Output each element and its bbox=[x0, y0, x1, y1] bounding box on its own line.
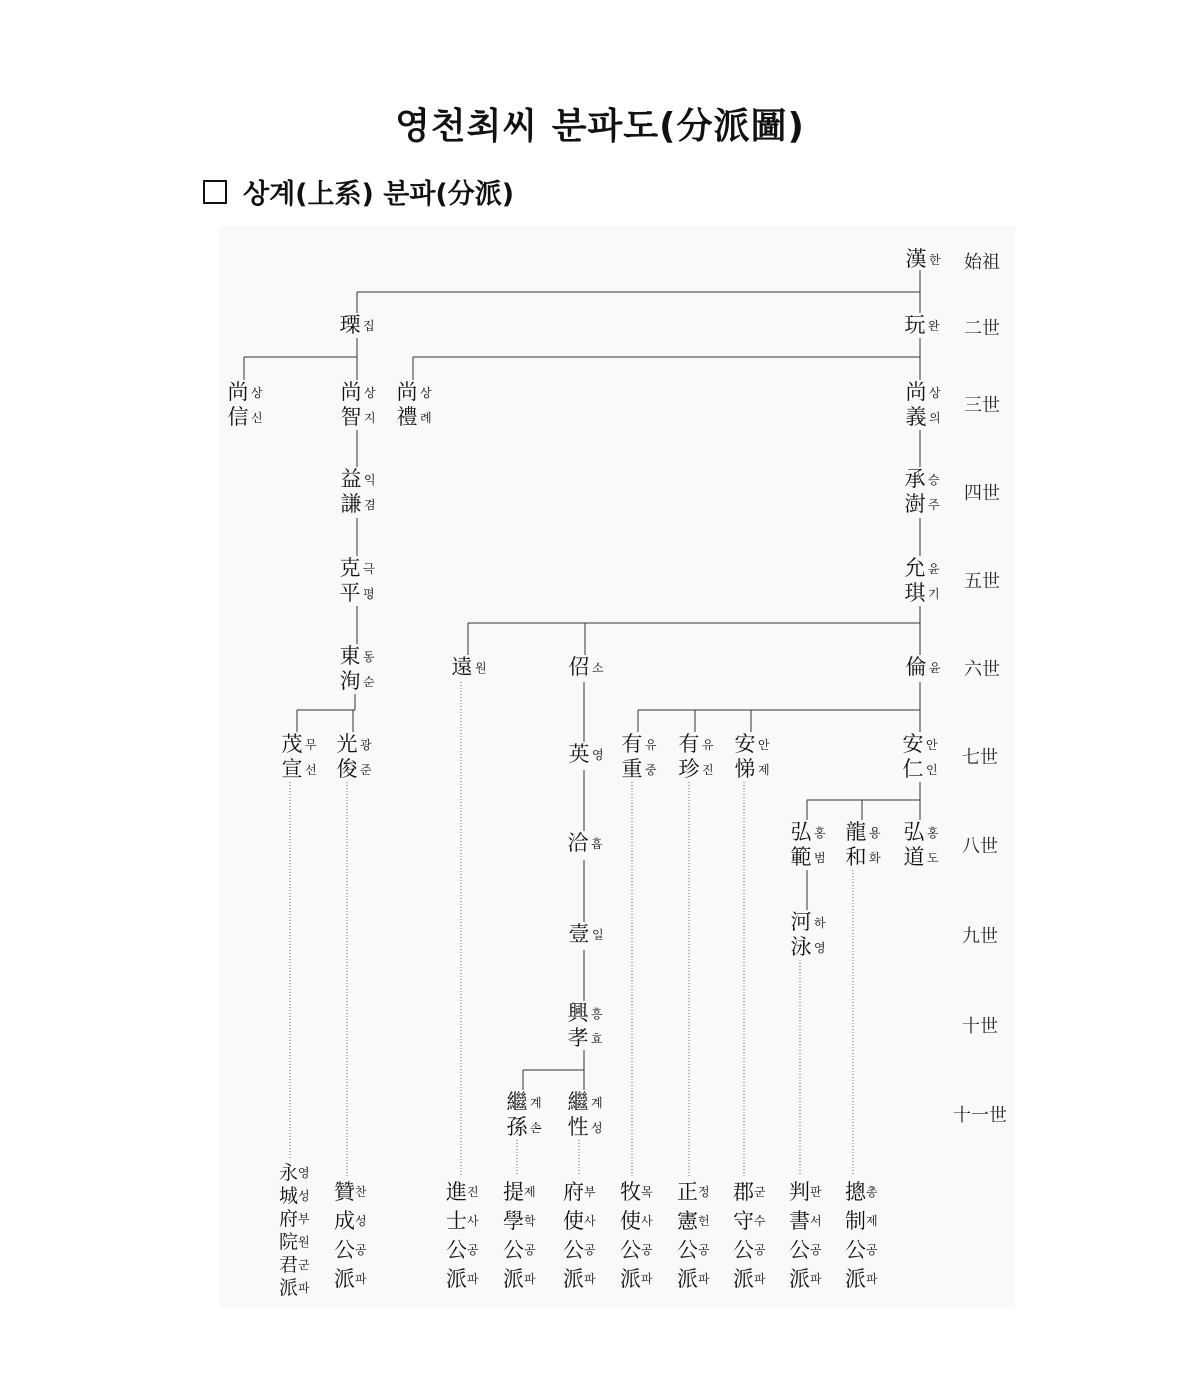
person-hangul: 상 bbox=[929, 385, 941, 400]
person-hanja: 俊 bbox=[336, 757, 358, 781]
branch-hangul: 제 bbox=[866, 1214, 878, 1228]
branch-hangul: 헌 bbox=[698, 1214, 710, 1228]
person-hangul: 극 bbox=[363, 561, 375, 576]
branch-hangul: 공 bbox=[866, 1243, 878, 1257]
branch-hanja: 提 bbox=[503, 1180, 524, 1204]
person-hangul: 준 bbox=[360, 762, 372, 777]
generation-label: 七世 bbox=[962, 747, 998, 768]
person-node-hongbeom bbox=[789, 820, 826, 870]
person-hangul: 효 bbox=[591, 1031, 603, 1046]
person-node-heup bbox=[566, 831, 603, 856]
person-hangul: 범 bbox=[814, 850, 826, 865]
person-hangul: 신 bbox=[251, 410, 263, 425]
person-hangul: 계 bbox=[530, 1095, 542, 1110]
person-node-sangji bbox=[339, 380, 376, 430]
person-node-ikgyeom bbox=[339, 467, 376, 517]
family-tree-chart bbox=[219, 226, 1015, 1308]
person-node-gwangjun bbox=[335, 732, 372, 782]
person-node-jip bbox=[338, 313, 375, 338]
branch-hanja: 判 bbox=[789, 1180, 810, 1204]
branch-hanja: 派 bbox=[845, 1267, 866, 1291]
branch-hangul: 공 bbox=[810, 1243, 822, 1257]
person-hanja: 倫 bbox=[905, 655, 927, 679]
person-hanja: 安 bbox=[902, 732, 924, 756]
branch-hangul: 찬 bbox=[355, 1185, 367, 1199]
person-hanja: 性 bbox=[567, 1115, 589, 1139]
generation-label: 六世 bbox=[964, 659, 1000, 680]
generation-label: 十世 bbox=[962, 1016, 998, 1037]
person-hangul: 집 bbox=[363, 318, 375, 333]
person-hanja: 尚 bbox=[396, 380, 418, 404]
branch-hangul: 부 bbox=[584, 1185, 596, 1199]
branch-hanja: 派 bbox=[563, 1267, 584, 1291]
branch-label-jehak bbox=[503, 1178, 536, 1294]
person-hangul: 안 bbox=[758, 737, 770, 752]
branch-hanja: 公 bbox=[620, 1238, 641, 1262]
person-node-sangui bbox=[904, 380, 941, 430]
person-node-geukpyeong bbox=[338, 556, 375, 606]
branch-hangul: 제 bbox=[524, 1185, 536, 1199]
person-node-dongsun bbox=[338, 644, 375, 694]
branch-hanja: 憲 bbox=[677, 1209, 698, 1233]
person-hangul: 소 bbox=[592, 660, 604, 675]
person-hangul: 윤 bbox=[929, 660, 941, 675]
branch-hanja: 郡 bbox=[733, 1180, 754, 1204]
person-hanja: 東 bbox=[339, 644, 361, 668]
branch-hangul: 서 bbox=[810, 1214, 822, 1228]
branch-hanja: 書 bbox=[789, 1209, 810, 1233]
person-hangul: 승 bbox=[928, 472, 940, 487]
branch-label-panseo bbox=[789, 1178, 822, 1294]
branch-hangul: 파 bbox=[698, 1272, 710, 1286]
person-hanja: 謙 bbox=[340, 492, 362, 516]
person-hanja: 洵 bbox=[339, 669, 361, 693]
person-node-yujin bbox=[677, 732, 714, 782]
person-hangul: 안 bbox=[926, 737, 938, 752]
person-node-museon bbox=[280, 732, 317, 782]
generation-label: 三世 bbox=[964, 395, 1000, 416]
section-heading-text: 상계(上系) 분파(分派) bbox=[243, 179, 515, 210]
person-hanja: 孝 bbox=[567, 1026, 589, 1050]
person-node-gyeseong bbox=[566, 1090, 603, 1140]
branch-hangul: 파 bbox=[298, 1281, 310, 1295]
branch-hangul: 진 bbox=[467, 1185, 479, 1199]
branch-hangul: 사 bbox=[467, 1214, 479, 1228]
generation-label: 五世 bbox=[964, 571, 1000, 592]
person-node-sangrye bbox=[395, 380, 432, 430]
person-hanja: 有 bbox=[621, 732, 643, 756]
person-hangul: 선 bbox=[305, 762, 317, 777]
branch-hangul: 파 bbox=[866, 1272, 878, 1286]
person-hangul: 손 bbox=[530, 1120, 542, 1135]
person-hanja: 仁 bbox=[902, 757, 924, 781]
person-node-hayeong bbox=[789, 910, 826, 960]
branch-hanja: 守 bbox=[733, 1209, 754, 1233]
branch-hanja: 君 bbox=[279, 1254, 299, 1276]
branch-hanja: 公 bbox=[446, 1238, 467, 1262]
person-hangul: 기 bbox=[928, 586, 940, 601]
branch-hanja: 摠 bbox=[845, 1180, 866, 1204]
person-hangul: 일 bbox=[592, 927, 604, 942]
branch-hanja: 使 bbox=[563, 1209, 584, 1233]
branch-hanja: 牧 bbox=[620, 1180, 641, 1204]
person-hangul: 제 bbox=[758, 762, 770, 777]
person-node-won bbox=[450, 655, 487, 680]
person-hanja: 義 bbox=[905, 405, 927, 429]
person-node-so bbox=[567, 655, 604, 680]
branch-hangul: 파 bbox=[810, 1272, 822, 1286]
person-hangul: 흥 bbox=[591, 1006, 603, 1021]
person-hanja: 道 bbox=[903, 845, 925, 869]
person-hanja: 琪 bbox=[904, 581, 926, 605]
person-hangul: 겸 bbox=[364, 497, 376, 512]
person-hangul: 계 bbox=[591, 1095, 603, 1110]
person-hanja: 澍 bbox=[904, 492, 926, 516]
person-hangul: 용 bbox=[869, 825, 881, 840]
branch-hangul: 공 bbox=[754, 1243, 766, 1257]
person-node-yun bbox=[904, 655, 941, 680]
branch-hangul: 성 bbox=[355, 1214, 367, 1228]
person-hangul: 홍 bbox=[927, 825, 939, 840]
branch-hangul: 부 bbox=[298, 1212, 310, 1226]
person-hangul: 상 bbox=[364, 385, 376, 400]
person-hangul: 하 bbox=[814, 915, 826, 930]
branch-hanja: 公 bbox=[677, 1238, 698, 1262]
checkbox-square-icon bbox=[203, 180, 227, 204]
person-hanja: 安 bbox=[734, 732, 756, 756]
branch-label-yeongseong bbox=[279, 1162, 310, 1300]
branch-label-gunsu bbox=[733, 1178, 766, 1294]
person-node-yeong bbox=[567, 742, 604, 767]
generation-label: 四世 bbox=[964, 483, 1000, 504]
branch-hangul: 영 bbox=[298, 1166, 310, 1180]
branch-hangul: 사 bbox=[584, 1214, 596, 1228]
person-hangul: 인 bbox=[926, 762, 938, 777]
person-hanja: 繼 bbox=[567, 1090, 589, 1114]
person-hangul: 상 bbox=[251, 385, 263, 400]
branch-hanja: 公 bbox=[334, 1238, 355, 1262]
person-hanja: 尚 bbox=[905, 380, 927, 404]
branch-hanja: 派 bbox=[503, 1267, 524, 1291]
person-hanja: 允 bbox=[904, 556, 926, 580]
person-hangul: 의 bbox=[929, 410, 941, 425]
branch-hanja: 永 bbox=[279, 1162, 299, 1184]
branch-hangul: 공 bbox=[584, 1243, 596, 1257]
person-hanja: 信 bbox=[227, 405, 249, 429]
branch-hanja: 府 bbox=[279, 1208, 299, 1230]
person-hanja: 瑮 bbox=[339, 313, 361, 337]
branch-hanja: 派 bbox=[620, 1267, 641, 1291]
person-hangul: 평 bbox=[363, 586, 375, 601]
person-node-il bbox=[567, 922, 604, 947]
person-hanja: 洽 bbox=[567, 831, 589, 855]
person-hanja: 遠 bbox=[451, 655, 473, 679]
branch-hanja: 派 bbox=[789, 1267, 810, 1291]
person-hangul: 익 bbox=[364, 472, 376, 487]
branch-hangul: 공 bbox=[641, 1243, 653, 1257]
person-hangul: 상 bbox=[420, 385, 432, 400]
person-hangul: 화 bbox=[869, 850, 881, 865]
person-hanja: 重 bbox=[621, 757, 643, 781]
person-hangul: 주 bbox=[928, 497, 940, 512]
person-hangul: 완 bbox=[928, 318, 940, 333]
branch-hangul: 수 bbox=[754, 1214, 766, 1228]
person-hangul: 동 bbox=[363, 649, 375, 664]
person-node-seungju bbox=[903, 467, 940, 517]
person-hanja: 和 bbox=[845, 845, 867, 869]
person-hanja: 壹 bbox=[568, 922, 590, 946]
person-hanja: 承 bbox=[904, 467, 926, 491]
person-node-gyeson bbox=[505, 1090, 542, 1140]
person-hangul: 무 bbox=[305, 737, 317, 752]
person-hangul: 홍 bbox=[814, 825, 826, 840]
person-hanja: 益 bbox=[340, 467, 362, 491]
branch-label-chongje bbox=[845, 1178, 878, 1294]
person-hanja: 克 bbox=[339, 556, 361, 580]
person-node-han bbox=[904, 247, 941, 272]
person-hanja: 弘 bbox=[903, 820, 925, 844]
branch-hanja: 公 bbox=[845, 1238, 866, 1262]
branch-hanja: 公 bbox=[503, 1238, 524, 1262]
person-hangul: 진 bbox=[702, 762, 714, 777]
generation-label: 十一世 bbox=[953, 1105, 1007, 1126]
branch-hangul: 목 bbox=[641, 1185, 653, 1199]
person-hanja: 弘 bbox=[790, 820, 812, 844]
person-hanja: 悌 bbox=[734, 757, 756, 781]
person-hangul: 지 bbox=[364, 410, 376, 425]
person-hanja: 茂 bbox=[281, 732, 303, 756]
branch-hangul: 정 bbox=[698, 1185, 710, 1199]
person-node-wan bbox=[903, 313, 940, 338]
person-hangul: 한 bbox=[929, 252, 941, 267]
branch-hanja: 使 bbox=[620, 1209, 641, 1233]
branch-label-chanseong bbox=[334, 1178, 367, 1294]
person-node-yujung bbox=[620, 732, 657, 782]
branch-hanja: 公 bbox=[563, 1238, 584, 1262]
generation-label: 九世 bbox=[962, 926, 998, 947]
branch-hangul: 총 bbox=[866, 1185, 878, 1199]
person-node-sangsin bbox=[226, 380, 263, 430]
person-hanja: 英 bbox=[568, 742, 590, 766]
person-hanja: 珍 bbox=[678, 757, 700, 781]
branch-hanja: 學 bbox=[503, 1209, 524, 1233]
person-node-anje bbox=[733, 732, 770, 782]
branch-hangul: 파 bbox=[355, 1272, 367, 1286]
person-node-heunghyo bbox=[566, 1001, 603, 1051]
branch-hangul: 파 bbox=[641, 1272, 653, 1286]
page-title: 영천최씨 분파도(分派圖) bbox=[395, 106, 805, 147]
branch-hangul: 군 bbox=[298, 1258, 310, 1272]
person-hanja: 宣 bbox=[281, 757, 303, 781]
branch-hanja: 派 bbox=[446, 1267, 467, 1291]
person-hangul: 영 bbox=[814, 940, 826, 955]
branch-hangul: 원 bbox=[298, 1235, 310, 1249]
person-hanja: 玩 bbox=[904, 313, 926, 337]
person-hangul: 광 bbox=[360, 737, 372, 752]
branch-hangul: 파 bbox=[584, 1272, 596, 1286]
person-hanja: 泳 bbox=[790, 935, 812, 959]
person-hangul: 유 bbox=[645, 737, 657, 752]
branch-hanja: 院 bbox=[279, 1231, 299, 1253]
branch-hangul: 학 bbox=[524, 1214, 536, 1228]
person-hangul: 도 bbox=[927, 850, 939, 865]
person-hangul: 순 bbox=[363, 674, 375, 689]
person-hanja: 孫 bbox=[506, 1115, 528, 1139]
branch-hanja: 公 bbox=[789, 1238, 810, 1262]
branch-hangul: 파 bbox=[467, 1272, 479, 1286]
branch-hangul: 파 bbox=[524, 1272, 536, 1286]
branch-hangul: 군 bbox=[754, 1185, 766, 1199]
person-hanja: 興 bbox=[567, 1001, 589, 1025]
person-hangul: 원 bbox=[475, 660, 487, 675]
person-hangul: 영 bbox=[592, 747, 604, 762]
branch-hangul: 성 bbox=[298, 1189, 310, 1203]
person-node-yungi bbox=[903, 556, 940, 606]
person-hanja: 河 bbox=[790, 910, 812, 934]
section-heading bbox=[203, 172, 514, 211]
person-hangul: 흡 bbox=[591, 836, 603, 851]
person-hanja: 範 bbox=[790, 845, 812, 869]
branch-hanja: 城 bbox=[279, 1185, 299, 1207]
branch-hanja: 派 bbox=[279, 1277, 299, 1299]
person-hanja: 有 bbox=[678, 732, 700, 756]
person-node-yonghwa bbox=[844, 820, 881, 870]
generation-label: 始祖 bbox=[964, 252, 1000, 273]
branch-hangul: 판 bbox=[810, 1185, 822, 1199]
person-hangul: 례 bbox=[420, 410, 432, 425]
generation-label: 二世 bbox=[964, 318, 1000, 339]
branch-label-jinsa bbox=[446, 1178, 479, 1294]
generation-label: 八世 bbox=[962, 836, 998, 857]
person-hanja: 龍 bbox=[845, 820, 867, 844]
branch-hanja: 公 bbox=[733, 1238, 754, 1262]
person-hanja: 尚 bbox=[340, 380, 362, 404]
person-hanja: 智 bbox=[340, 405, 362, 429]
branch-hanja: 正 bbox=[677, 1180, 698, 1204]
branch-hanja: 府 bbox=[563, 1180, 584, 1204]
branch-hanja: 派 bbox=[334, 1267, 355, 1291]
branch-label-jeongheon bbox=[677, 1178, 710, 1294]
person-hangul: 중 bbox=[645, 762, 657, 777]
person-hanja: 尚 bbox=[227, 380, 249, 404]
branch-hangul: 공 bbox=[524, 1243, 536, 1257]
branch-hanja: 制 bbox=[845, 1209, 866, 1233]
branch-hanja: 派 bbox=[733, 1267, 754, 1291]
branch-hangul: 파 bbox=[754, 1272, 766, 1286]
person-hanja: 光 bbox=[336, 732, 358, 756]
person-node-anin bbox=[901, 732, 938, 782]
person-hanja: 禮 bbox=[396, 405, 418, 429]
person-hangul: 성 bbox=[591, 1120, 603, 1135]
branch-hanja: 士 bbox=[446, 1209, 467, 1233]
person-hanja: 漢 bbox=[905, 247, 927, 271]
branch-hanja: 成 bbox=[334, 1209, 355, 1233]
person-hangul: 유 bbox=[702, 737, 714, 752]
branch-label-busa bbox=[563, 1178, 596, 1294]
person-node-hongdo bbox=[902, 820, 939, 870]
branch-hangul: 공 bbox=[467, 1243, 479, 1257]
person-hangul: 윤 bbox=[928, 561, 940, 576]
person-hanja: 繼 bbox=[506, 1090, 528, 1114]
branch-hangul: 사 bbox=[641, 1214, 653, 1228]
branch-hangul: 공 bbox=[355, 1243, 367, 1257]
person-hanja: 平 bbox=[339, 581, 361, 605]
branch-label-moksa bbox=[620, 1178, 653, 1294]
branch-hanja: 派 bbox=[677, 1267, 698, 1291]
branch-hangul: 공 bbox=[698, 1243, 710, 1257]
branch-hanja: 贊 bbox=[334, 1180, 355, 1204]
branch-hanja: 進 bbox=[446, 1180, 467, 1204]
person-hanja: 佋 bbox=[568, 655, 590, 679]
